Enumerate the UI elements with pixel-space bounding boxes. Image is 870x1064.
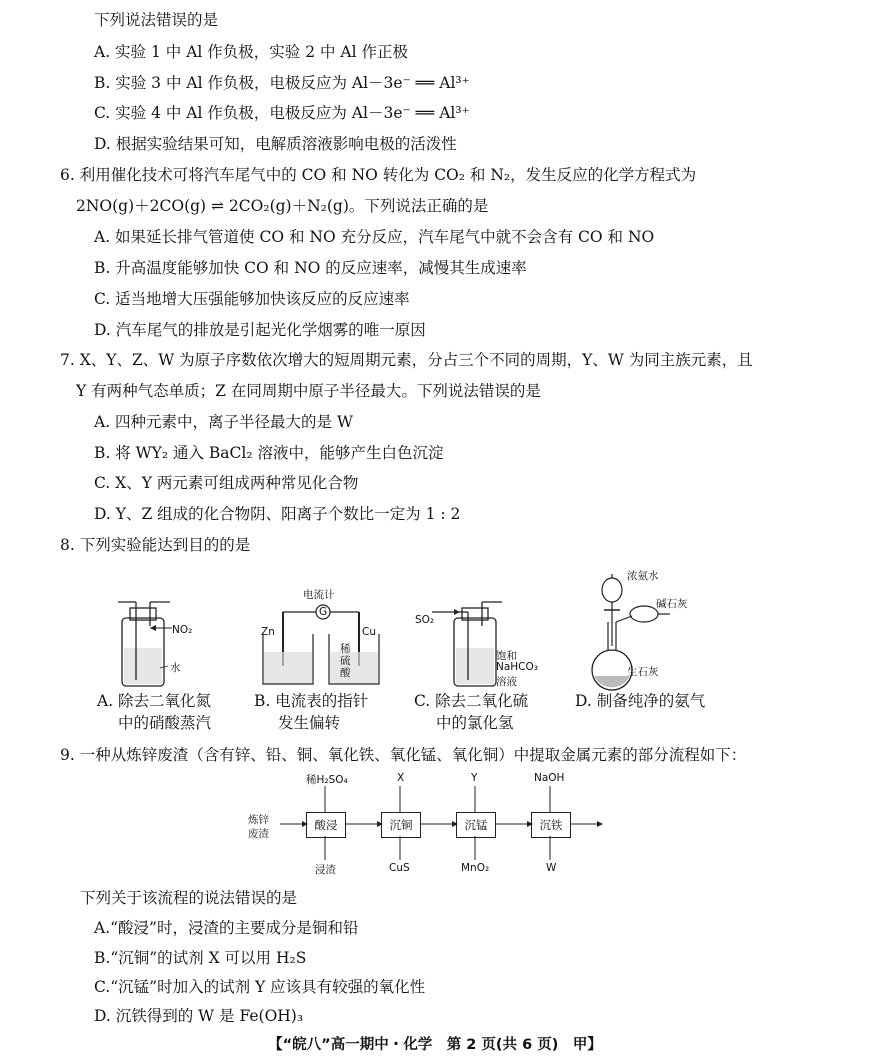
- flow-product-1: 浸渣: [315, 864, 336, 876]
- q7-option-b: B. 将 WY₂ 通入 BaCl₂ 溶液中，能够产生白色沉淀: [94, 444, 444, 462]
- q9-stem: 9. 一种从炼锌废渣（含有锌、铅、铜、氧化铁、氧化锰、氧化铜）中提取金属元素的部分流程如下：: [60, 746, 747, 764]
- figure-a-wash-bottle: [110, 600, 220, 690]
- figure-d-side-label: 碱石灰: [656, 598, 688, 610]
- figure-b-acid-1: 稀: [340, 643, 351, 655]
- flow-product-3: MnO₂: [461, 862, 490, 874]
- figure-c-liquid-2: NaHCO₃: [496, 661, 538, 673]
- flow-step-copper: 沉铜: [381, 812, 421, 838]
- q7-stem-line2: Y 有两种气态单质；Z 在同周期中原子半径最大。下列说法错误的是: [76, 382, 541, 400]
- q9-option-a: A.“酸浸”时，浸渣的主要成分是铜和铅: [94, 919, 359, 937]
- q6-option-d: D. 汽车尾气的排放是引起光化学烟雾的唯一原因: [94, 321, 426, 339]
- q6-option-b: B. 升高温度能够加快 CO 和 NO 的反应速率，减慢其生成速率: [94, 259, 527, 277]
- figure-b-caption-1: B. 电流表的指针: [254, 692, 369, 710]
- figure-d-bottom-label: 生石灰: [627, 666, 659, 678]
- q5-option-d: D. 根据实验结果可知，电解质溶液影响电极的活泼性: [94, 135, 457, 153]
- q5-option-c: C. 实验 4 中 Al 作负极，电极反应为 Al－3e⁻ ══ Al³⁺: [94, 104, 470, 122]
- q5-stem: 下列说法错误的是: [94, 11, 219, 29]
- figure-b-acid-3: 酸: [340, 667, 351, 679]
- q6-stem-line2: 2NO(g)＋2CO(g) ⇌ 2CO₂(g)＋N₂(g)。下列说法正确的是: [76, 197, 489, 215]
- flow-step-iron: 沉铁: [531, 812, 571, 838]
- figure-b-caption-2: 发生偏转: [278, 714, 341, 732]
- figure-d-caption-1: D. 制备纯净的氨气: [575, 692, 706, 710]
- q7-option-c: C. X、Y 两元素可组成两种常见化合物: [94, 474, 359, 492]
- q9-option-c: C.“沉锰”时加入的试剂 Y 应该具有较强的氧化性: [94, 978, 426, 996]
- flow-step-acid-leach: 酸浸: [306, 812, 346, 838]
- figure-c-gas-label: SO₂: [415, 614, 435, 626]
- figure-b-right-electrode: Cu: [362, 626, 376, 638]
- figure-c-caption-2: 中的氯化氢: [436, 714, 514, 732]
- q9-option-b: B.“沉铜”的试剂 X 可以用 H₂S: [94, 949, 307, 967]
- figure-a-gas-label: NO₂: [172, 624, 193, 636]
- q7-option-a: A. 四种元素中，离子半径最大的是 W: [94, 413, 353, 431]
- figure-b-left-electrode: Zn: [261, 626, 275, 638]
- figure-d-top-label: 浓氨水: [627, 570, 659, 582]
- figure-c-liquid-3: 溶液: [496, 676, 517, 688]
- figure-c-caption-1: C. 除去二氧化硫: [414, 692, 529, 710]
- figure-b-g-label: G: [319, 606, 328, 618]
- flow-step-manganese: 沉锰: [456, 812, 496, 838]
- flow-input-line2: 废渣: [248, 828, 269, 840]
- flow-reagent-3: Y: [471, 772, 478, 784]
- flow-reagent-2: X: [397, 772, 405, 784]
- flow-reagent-4: NaOH: [534, 772, 565, 784]
- figure-b-acid-2: 硫: [340, 655, 351, 667]
- q7-option-d: D. Y、Z 组成的化合物阴、阳离子个数比一定为 1 : 2: [94, 505, 461, 523]
- q6-option-c: C. 适当地增大压强能够加快该反应的反应速率: [94, 290, 410, 308]
- q9-stem-2: 下列关于该流程的说法错误的是: [80, 889, 298, 907]
- page-footer: 【“皖八”高一期中・化学 第 2 页(共 6 页) 甲】: [268, 1037, 602, 1053]
- q8-stem: 8. 下列实验能达到目的的是: [60, 536, 251, 554]
- q9-option-d: D. 沉铁得到的 W 是 Fe(OH)₃: [94, 1007, 304, 1025]
- q6-stem-line1: 6. 利用催化技术可将汽车尾气中的 CO 和 NO 转化为 CO₂ 和 N₂，发生反应的化学方程式为: [60, 166, 697, 184]
- flow-product-4: W: [546, 862, 557, 874]
- figure-a-caption-1: A. 除去二氧化氮: [97, 692, 212, 710]
- flow-product-2: CuS: [389, 862, 410, 874]
- figure-a-caption-2: 中的硝酸蒸汽: [118, 714, 212, 732]
- q5-option-a: A. 实验 1 中 Al 作负极，实验 2 中 Al 作正极: [94, 43, 408, 61]
- flow-input-line1: 炼锌: [248, 814, 269, 826]
- q5-option-b: B. 实验 3 中 Al 作负极，电极反应为 Al－3e⁻ ══ Al³⁺: [94, 74, 470, 92]
- figure-a-liquid-label: 水: [170, 662, 181, 674]
- flow-reagent-1: 稀H₂SO₄: [306, 774, 348, 786]
- figure-b-meter-label: 电流计: [303, 589, 335, 601]
- q7-stem-line1: 7. X、Y、Z、W 为原子序数依次增大的短周期元素，分占三个不同的周期，Y、W 为同主族元素，且: [60, 351, 753, 369]
- q6-option-a: A. 如果延长排气管道使 CO 和 NO 充分反应，汽车尾气中就不会含有 CO 和 NO: [94, 228, 655, 246]
- figure-c-liquid-1: 饱和: [496, 650, 517, 662]
